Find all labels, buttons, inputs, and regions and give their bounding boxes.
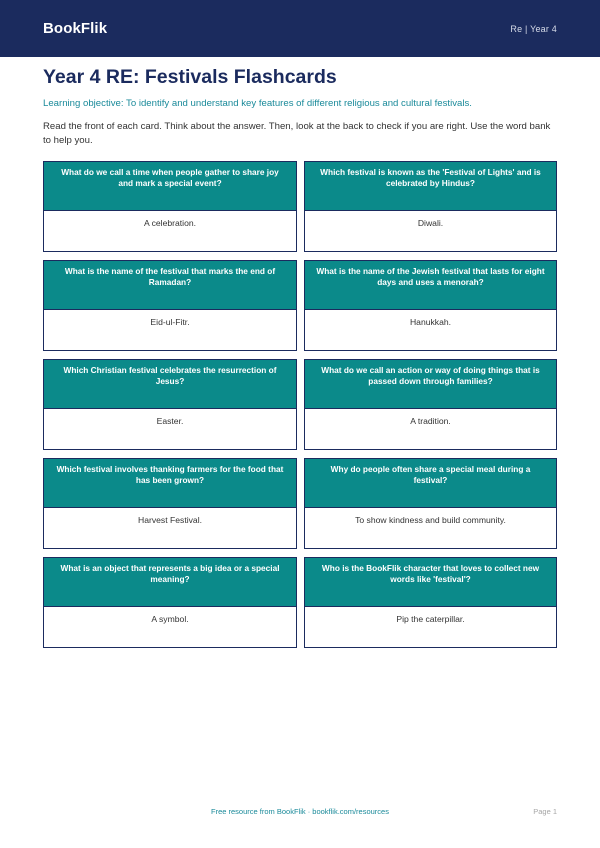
flashcard[interactable] (43, 161, 297, 252)
page-title: Year 4 RE: Festivals Flashcards (43, 66, 337, 88)
page-header (0, 0, 600, 57)
card-back: A celebration. (143, 217, 197, 228)
breadcrumb: Re | Year 4 (510, 23, 557, 34)
card-front: Which Christian festival celebrates the resurrection of Jesus? (44, 360, 296, 409)
footer-credit-link[interactable]: Free resource from BookFlik · bookflik.com/resources (211, 807, 389, 816)
card-back: Pip the caterpillar. (396, 613, 465, 624)
flashcard[interactable] (304, 557, 557, 648)
card-back: Harvest Festival. (138, 514, 202, 525)
flashcard-grid (43, 161, 557, 648)
card-back: To show kindness and build community. (355, 514, 506, 525)
card-back: Diwali. (417, 217, 444, 228)
card-front: Which festival involves thanking farmers for the food that has been grown? (44, 459, 296, 508)
card-back: Eid-ul-Fitr. (150, 316, 190, 327)
card-front: What do we call a time when people gather to share joy and mark a special event? (44, 162, 296, 211)
card-front: What do we call an action or way of doing things that is passed down through families? (305, 360, 556, 409)
main-content (0, 66, 600, 648)
card-front: What is the name of the Jewish festival that lasts for eight days and uses a menorah? (305, 261, 556, 310)
page-footer (0, 807, 600, 821)
card-front: What is the name of the festival that marks the end of Ramadan? (44, 261, 296, 310)
card-back: A symbol. (151, 613, 189, 624)
flashcard[interactable] (43, 458, 297, 549)
flashcard[interactable] (43, 557, 297, 648)
instructions: Read the front of each card. Think about the answer. Then, look at the back to check if you are right. Use the word bank to help you. (43, 120, 551, 146)
flashcard[interactable] (304, 161, 557, 252)
card-front: Which festival is known as the 'Festival of Lights' and is celebrated by Hindus? (305, 162, 556, 211)
flashcard[interactable] (304, 359, 557, 450)
card-front: Why do people often share a special meal during a festival? (305, 459, 556, 508)
card-back: Hanukkah. (409, 316, 452, 327)
learning-objective: Learning objective: To identify and understand key features of different religious and cultural festivals. (43, 98, 472, 110)
flashcard[interactable] (43, 359, 297, 450)
page-number: Page 1 (533, 807, 557, 816)
flashcard[interactable] (43, 260, 297, 351)
flashcard[interactable] (304, 458, 557, 549)
card-front: What is an object that represents a big idea or a special meaning? (44, 558, 296, 607)
card-back: Easter. (156, 415, 184, 426)
card-back: A tradition. (410, 415, 451, 426)
brand-logo[interactable]: BookFlik (43, 20, 108, 37)
flashcard[interactable] (304, 260, 557, 351)
card-front: Who is the BookFlik character that loves to collect new words like 'festival'? (305, 558, 556, 607)
